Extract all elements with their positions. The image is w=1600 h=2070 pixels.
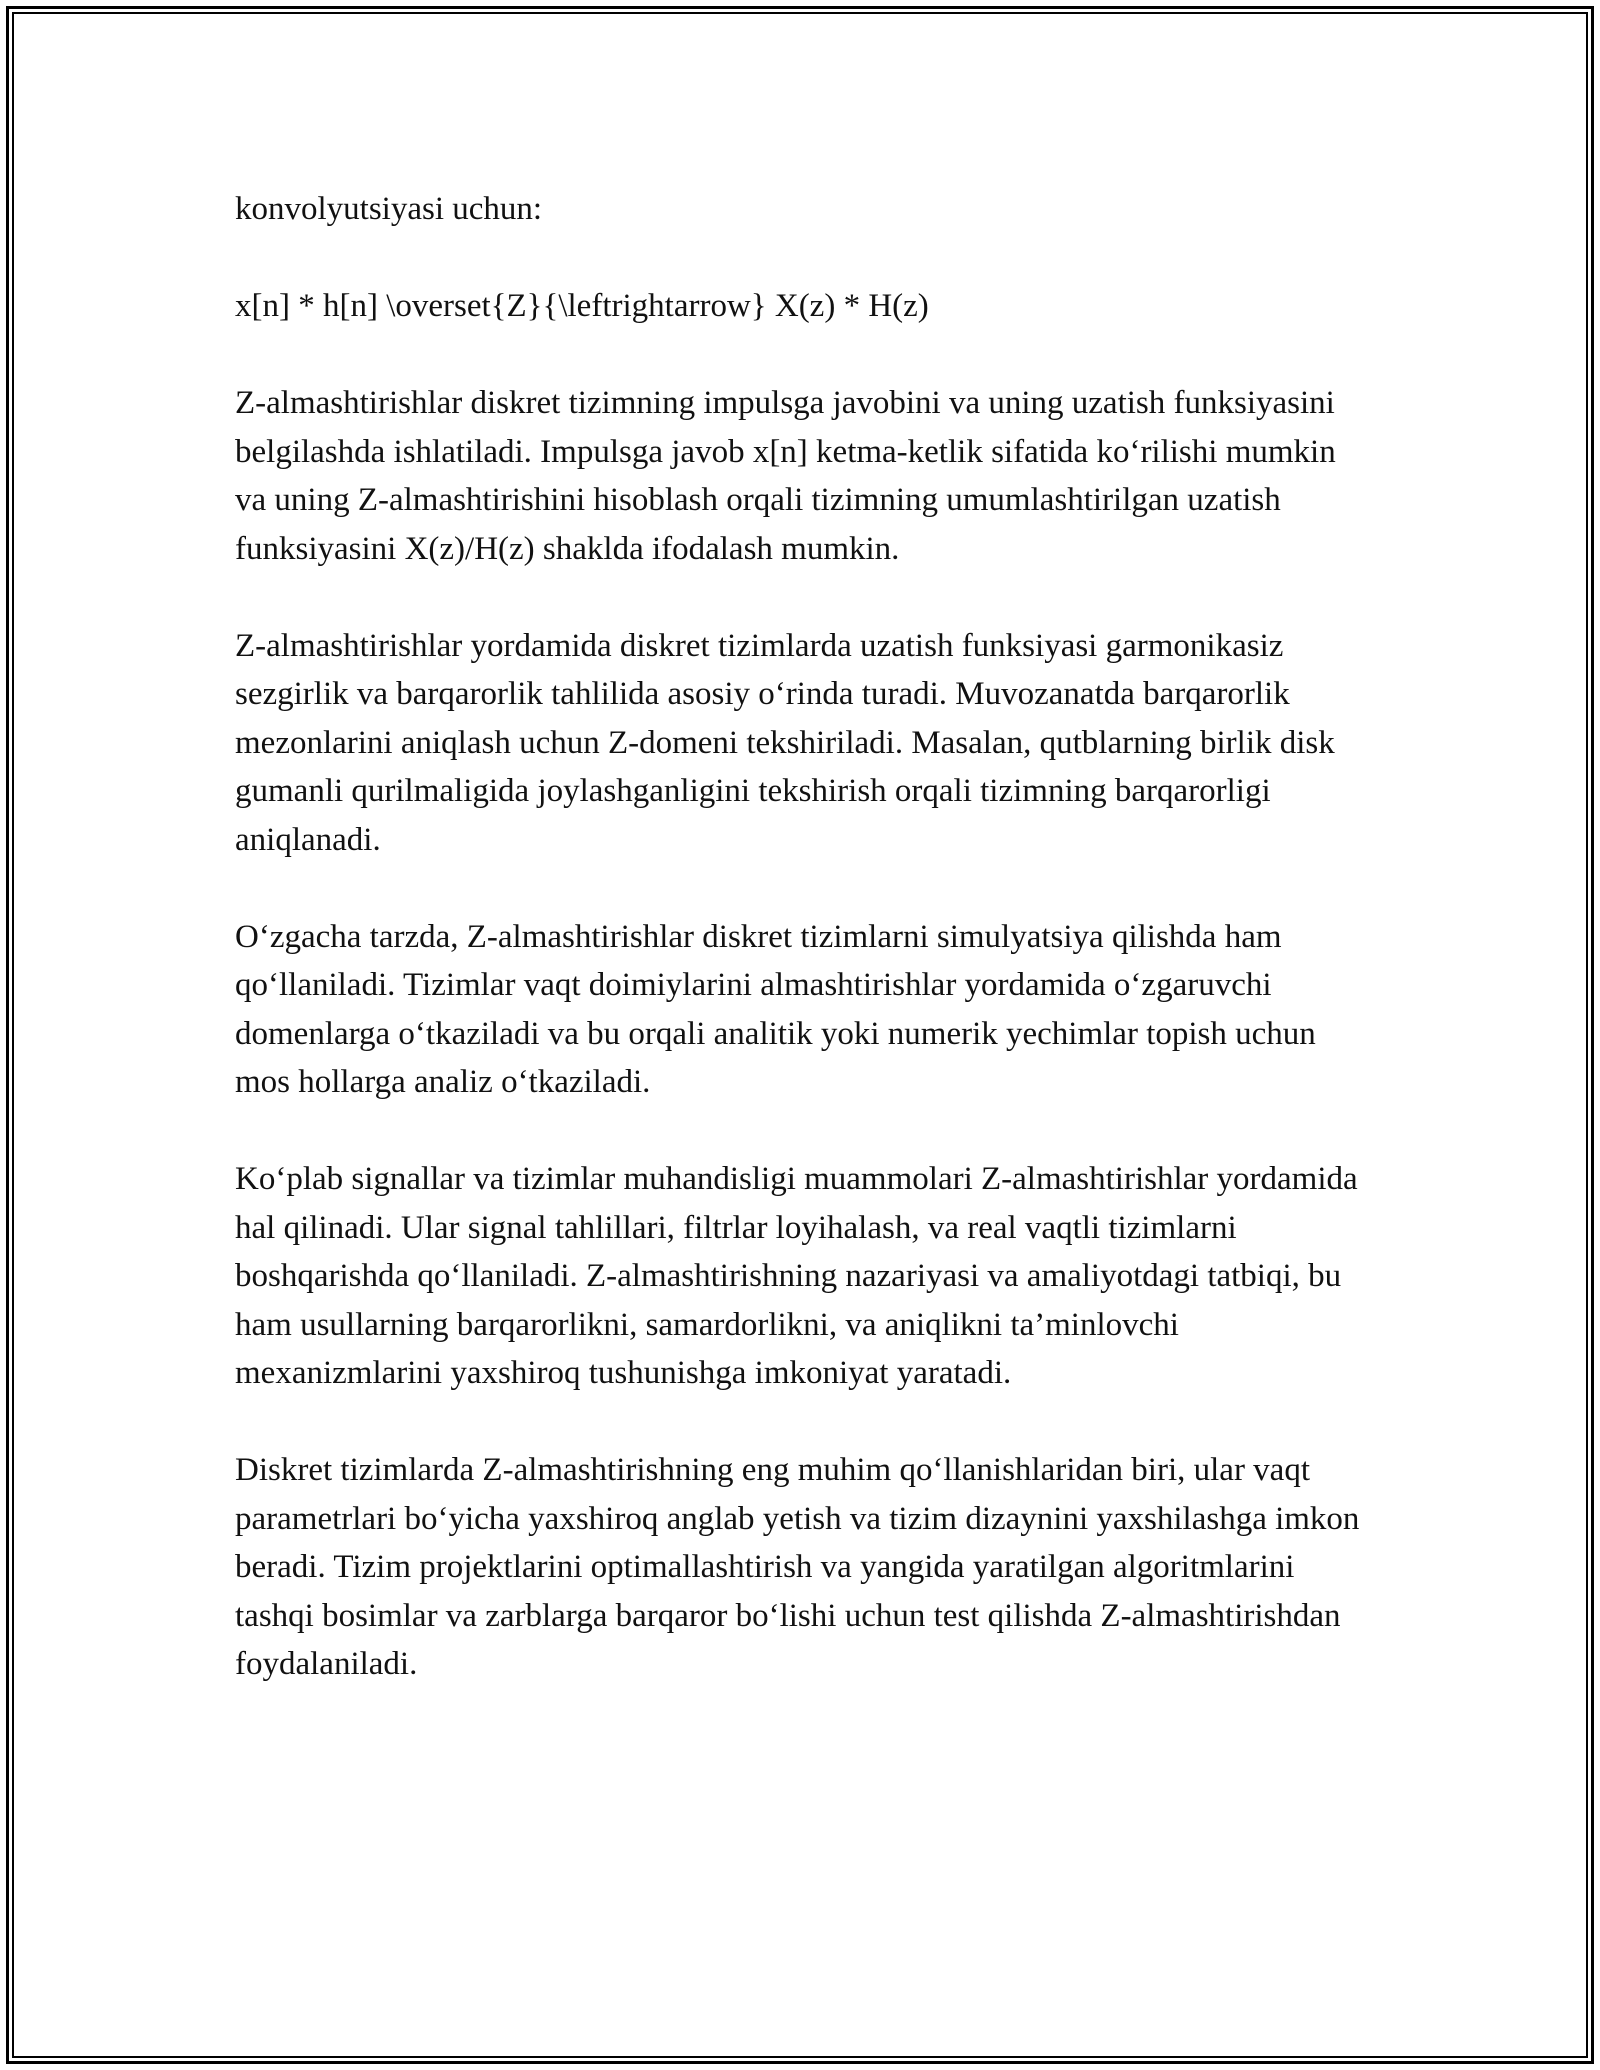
paragraph-impulse-response: Z-almashtirishlar diskret tizimning impulsga javobini va uning uzatish funksiyasini belgilashda ishlatiladi. Impulsga javob x[n] ketma-ketlik sifatida ko‘rilishi mumkin va uning Z-almashtirishini hisoblash orqali tizimning umumlashtirilgan uzatish funksiyasini X(z)/H(z) shaklda ifodalash mumkin. [235, 385, 1336, 567]
document-body [235, 185, 1375, 1737]
paragraph-convolution-intro: konvolyutsiyasi uchun: [235, 191, 543, 227]
paragraph-applications: Diskret tizimlarda Z-almashtirishning eng muhim qo‘llanishlaridan biri, ular vaqt parametrlari bo‘yicha yaxshiroq anglab yetish va tizim dizaynini yaxshilashga imkon beradi. Tizim projektlarini optimallashtirish va yangida yaratilgan algoritmlarini tashqi bosimlar va zarblarga barqaror bo‘lishi uchun test qilishda Z-almashtirishdan foydalaniladi. [235, 1452, 1360, 1682]
paragraph-stability-analysis: Z-almashtirishlar yordamida diskret tizimlarda uzatish funksiyasi garmonikasiz sezgirlik va barqarorlik tahlilida asosiy o‘rinda turadi. Muvozanatda barqarorlik mezonlarini aniqlash uchun Z-domeni tekshiriladi. Masalan, qutblarning birlik disk gumanli qurilmaligida joylashganligini tekshirish orqali tizimning barqarorligi aniqlanadi. [235, 627, 1335, 858]
paragraph-engineering-problems: Ko‘plab signallar va tizimlar muhandisligi muammolari Z-almashtirishlar yordamida hal qilinadi. Ular signal tahlillari, filtrlar loyihalash, va real vaqtli tizimlarni boshqarishda qo‘llaniladi. Z-almashtirishning nazariyasi va amaliyotdagi tatbiqi, bu ham usullarning barqarorlikni, samardorlikni, va aniqlikni ta’minlovchi mexanizmlarini yaxshiroq tushunishga imkoniyat yaratadi. [235, 1161, 1358, 1391]
paragraph-simulation: O‘zgacha tarzda, Z-almashtirishlar diskret tizimlarni simulyatsiya qilishda ham qo‘llaniladi. Tizimlar vaqt doimiylarini almashtirishlar yordamida o‘zgaruvchi domenlarga o‘tkaziladi va bu orqali analitik yoki numerik yechimlar topish uchun mos hollarga analiz o‘tkaziladi. [235, 918, 1316, 1100]
formula-convolution: x[n] * h[n] \overset{Z}{\leftrightarrow} X(z) * H(z) [235, 288, 929, 324]
